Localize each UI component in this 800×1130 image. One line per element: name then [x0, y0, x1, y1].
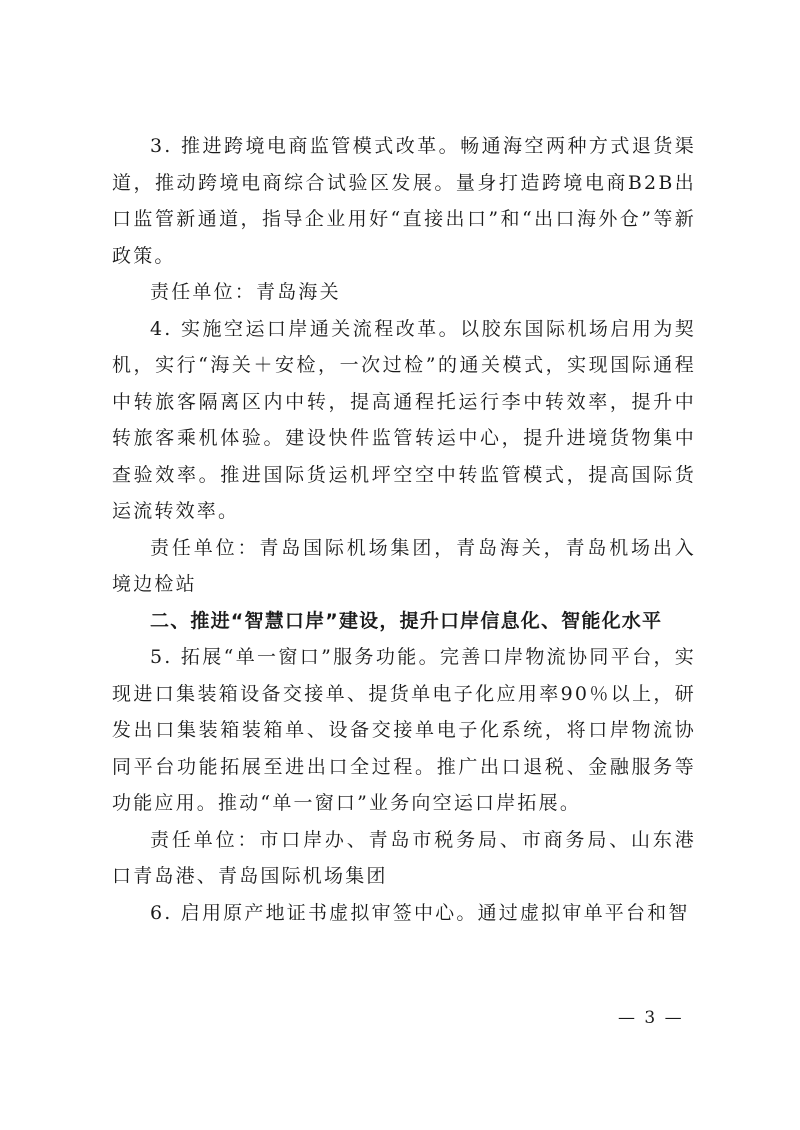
paragraph-item-4: 4. 实施空运口岸通关流程改革。以胶东国际机场启用为契机，实行“海关＋安检，一次过检”的通关模式，实现国际通程中转旅客隔离区内中转，提高通程托运行李中转效率，提升中转旅客乘机体验。建设快件监管转运中心，提升进境货物集中查验效率。推进国际货运机坪空空中转监管模式，提高国际货运流转效率。: [112, 317, 696, 522]
paragraph-item-6: 6. 启用原产地证书虚拟审签中心。通过虚拟审单平台和智: [150, 901, 690, 924]
paragraph-item-5: 5. 拓展“单一窗口”服务功能。完善口岸物流协同平台，实现进口集装箱设备交接单、提货单电子化应用率90％以上，研发出口集装箱装箱单、设备交接单电子化系统，将口岸物流协同平台功能拓展至进出口全过程。推广出口退税、金融服务等功能应用。推动“单一窗口”业务向空运口岸拓展。: [112, 646, 696, 814]
responsible-unit-5: 责任单位：市口岸办、青岛市税务局、市商务局、山东港口青岛港、青岛国际机场集团: [112, 828, 696, 887]
responsible-unit-3: 责任单位：青岛海关: [150, 281, 341, 303]
page-number: — 3 —: [618, 1008, 684, 1028]
paragraph-item-3: 3. 推进跨境电商监管模式改革。畅通海空两种方式退货渠道，推动跨境电商综合试验区发展。量身打造跨境电商B2B出口监管新通道，指导企业用好“直接出口”和“出口海外仓”等新政策。: [112, 135, 696, 267]
responsible-unit-4: 责任单位：青岛国际机场集团，青岛海关，青岛机场出入境边检站: [112, 536, 696, 595]
document-body: [112, 128, 696, 931]
section-heading-2: 二、推进“智慧口岸”建设，提升口岸信息化、智能化水平: [150, 609, 663, 632]
